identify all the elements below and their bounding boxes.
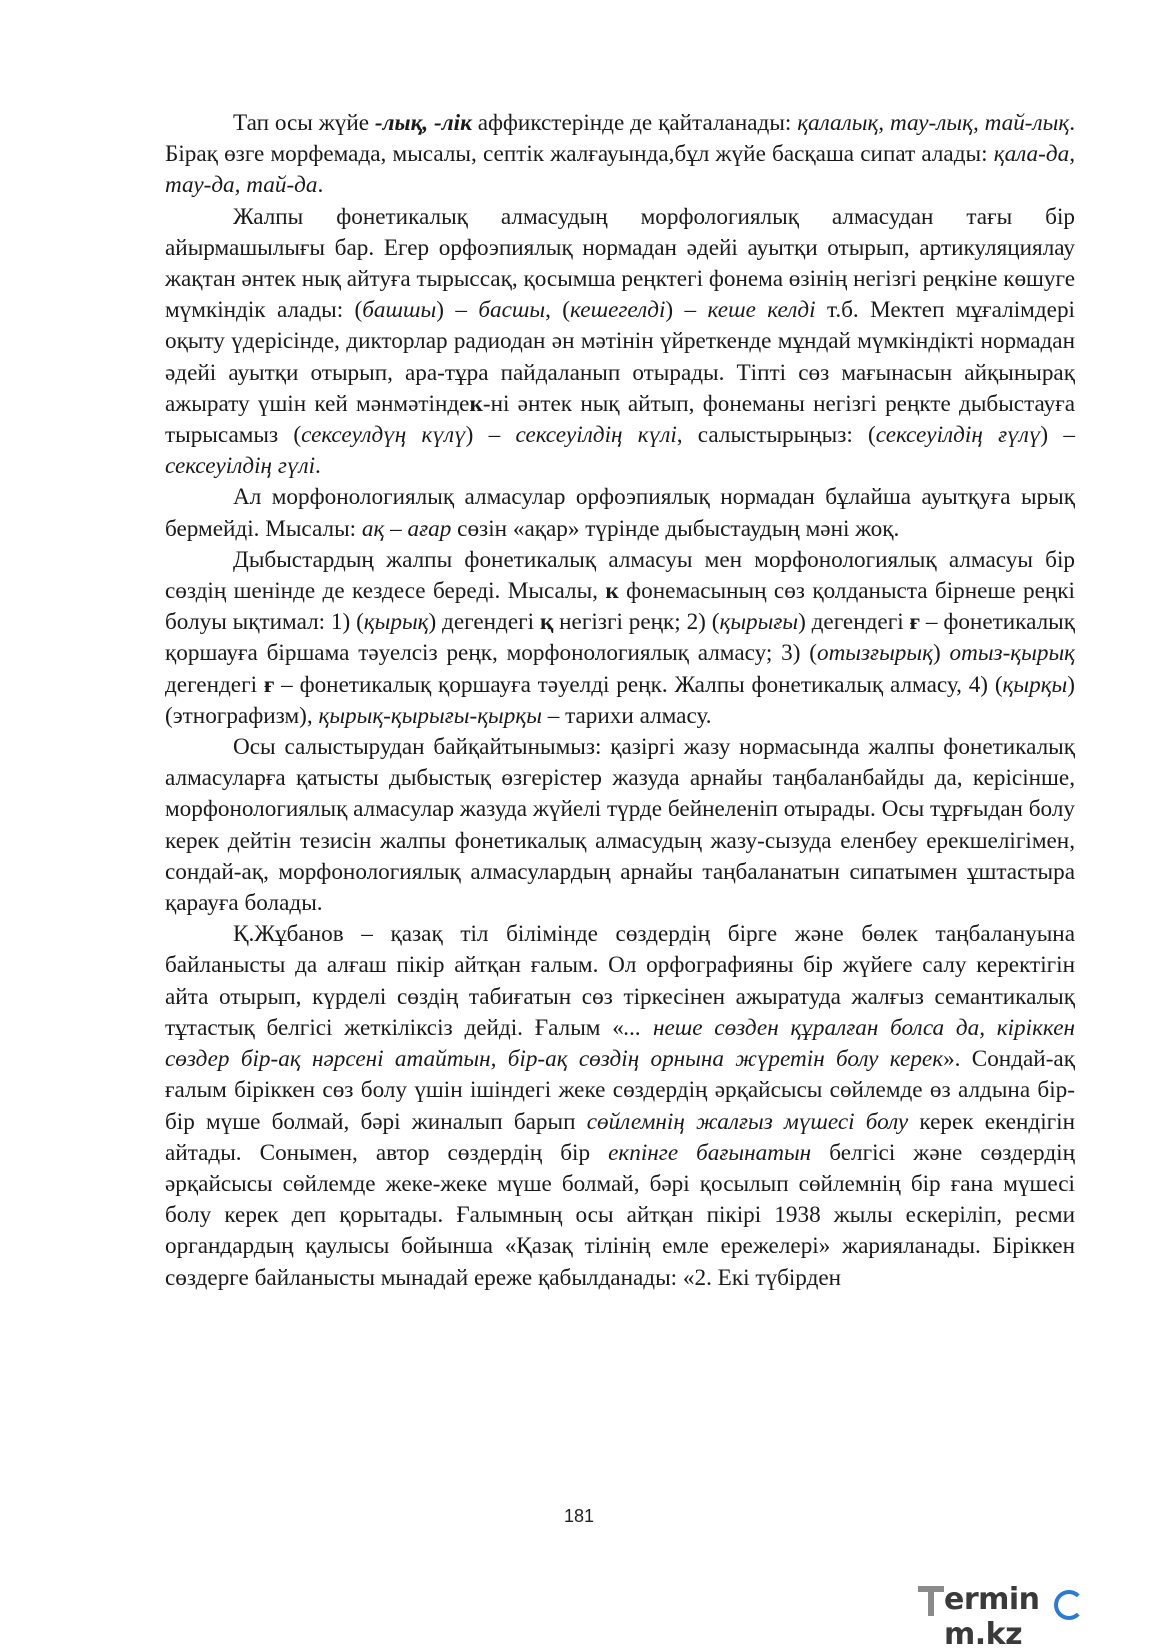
paragraph-3 <box>165 482 1075 544</box>
example: қырығы <box>719 609 799 636</box>
text-run: ) – <box>1040 422 1075 449</box>
example: кешегелді <box>570 297 666 324</box>
example: сексеуілдің ғүлү <box>875 422 1041 449</box>
text-run: ) – <box>665 297 708 324</box>
example: екпінге бағынатын <box>608 1139 812 1166</box>
emphasis: к <box>605 578 619 605</box>
emphasis: к <box>469 390 483 417</box>
example: отыз-қырық <box>949 640 1075 667</box>
text-run: негізгі реңк; 2) ( <box>553 609 720 636</box>
text-run: белгісі және сөздердің әрқайсысы сөйлемде жеке-жеке мүше болмай, бәрі қосылып сөйлемнің бір ғана мүшесі болу керек деп қорытады. Ғалымның осы айтқан пікірі 1938 жылы ескеріліп, ресми органдардың қаулысы бойынша «Қазақ тілінің емле ережелері» жарияланады. Біріккен сөздерге байланысты мынадай ереже қабылданады: «2. Екі түбірден <box>165 1139 1075 1291</box>
text-run: – фонетикалық қоршауға тәуелді реңк. Жалпы фонетикалық алмасу, 4) ( <box>274 671 1003 698</box>
text-run: Тап осы жүйе <box>233 110 375 136</box>
example: қырқы <box>1002 671 1068 698</box>
text-run: , ( <box>545 297 571 324</box>
emphasis: -лық, -лік <box>374 110 472 136</box>
example: қырық <box>363 609 429 636</box>
example: отызғырық <box>816 640 933 667</box>
text-run: Ал морфонологиялық алмасулар орфоэпиялық нормадан бұлайша ауытқуға ырық бермейді. Мысалы: <box>165 484 1075 542</box>
text-run: . <box>317 172 324 199</box>
page-number: 181 <box>563 1506 595 1526</box>
text-run: ) (этнографизм), <box>165 671 1075 729</box>
example: сексеуілдің гүлі <box>165 453 316 480</box>
text-run: сөзін «ақар» түрінде дыбыстаудың мәні жоқ. <box>451 515 900 542</box>
text-run: керек екендігін айтады. Сонымен, автор сөздердің бір <box>165 1108 1076 1166</box>
text-run: , салыстырыңыз: ( <box>676 422 876 449</box>
emphasis: ғ <box>909 609 921 636</box>
text-run: дегендегі <box>165 671 264 698</box>
text-run: -ні әнтек нық айтып, фонеманы негізгі реңкте дыбыстауға тырысамыз ( <box>165 390 1075 449</box>
text-run: ». Сондай-ақ ғалым біріккен сөз болу үшін ішіндегі жеке сөздердің әрқайсысы сөйлемде өз алдына бір-бір мүше болмай, бәрі жиналып барып <box>165 1046 1075 1135</box>
text-run: фонемасының сөз қолданыста бірнеше реңкі болуы ықтимал: 1) ( <box>165 578 1076 636</box>
example: сөйлемнің жалғыз мүшесі болу <box>586 1108 909 1135</box>
text-run: ) – <box>436 297 479 324</box>
emphasis: ғ <box>263 671 275 698</box>
paragraph-4 <box>165 545 1075 732</box>
termincom-logo <box>914 1578 1144 1652</box>
text-run: ) дегендегі <box>428 609 540 636</box>
text-run: Дыбыстардың жалпы фонетикалық алмасуы мен морфонологиялық алмасуы бір сөздің шенінде де кездесе береді. Мысалы, <box>165 546 1075 605</box>
example: қалалық, тау-лық, тай-лық <box>797 110 1070 136</box>
example: қала-да, тау-да, тай-да <box>165 141 1075 199</box>
paragraph-5 <box>165 732 1075 919</box>
text-run: ) – <box>465 422 516 449</box>
text-run: . <box>315 453 321 480</box>
text-run: Қ.Жұбанов – қазақ тіл білімінде сөздердің бірге және бөлек таңбалануына байланысты да алғаш пікір айтқан ғалым. Ол орфографияны бір жүйеге салу керектігін айта отырып, күрделі сөздің табиғатын сөз тіркесінен ажыратуда жалғыз семантикалық тұтастық белгісі жеткіліксіз дейді. Ғалым « <box>165 921 1075 1041</box>
text-run: ) <box>932 640 950 667</box>
logo-c-icon <box>1054 1590 1084 1620</box>
document-body <box>165 108 1075 1294</box>
text-run: Осы салыстырудан байқайтынымыз: қазіргі жазу нормасында жалпы фонетикалық алмасуларға қатысты дыбыстық өзгерістер жазуда арнайы таңбаланбайды да, керісінше, морфонологиялық алмасулар жазуда жүйелі түрде бейнеленіп отырады. Осы тұрғыдан болу керек дейтін тезисін жалпы фонетикалық алмасудың жазу-сызуда еленбеу ерекшелігімен, сондай-ақ, морфонологиялық алмасулардың арнайы таңбаланатын сипатымен ұштастыра қарауға болады. <box>165 734 1075 917</box>
logo-text <box>944 1582 1144 1652</box>
example: сексеулдүң күлү <box>301 422 466 449</box>
text-run: ) дегендегі <box>798 609 910 636</box>
logo-text-right: m.kz <box>944 1617 1023 1652</box>
paragraph-2 <box>165 202 1075 483</box>
example: ақ – ағар <box>361 515 452 542</box>
text-run: . Бірақ өзге морфемада, мысалы, септік жалғауында,бұл жүйе басқаша сипат алады: <box>165 110 1075 168</box>
paragraph-6 <box>165 919 1075 1293</box>
paragraph-1 <box>165 108 1075 202</box>
text-run: т.б. Мектеп мұғалімдері оқыту үдерісінде, дикторлар радиодан ән мәтінін үйреткенде мұндай мүмкіндікті нормадан әдейі ауытқи отырып, ара-тұра пайдаланып отырады. Тіпті сөз мағынасын айқынырақ ажырату үшін кей мәнмәтінде <box>165 297 1075 417</box>
text-run: аффикстерінде де қайталанады: <box>471 110 798 136</box>
example: сексеуілдің күлі <box>515 422 677 449</box>
quotation: ... неше сөзден құралған болса да, кіріккен сөздер бір-ақ нәрсені атайтын, бір-ақ сөздің орнына жүретін болу керек <box>165 1014 1075 1073</box>
example: кеше келді <box>707 297 816 324</box>
emphasis: қ <box>539 609 554 636</box>
logo-text-left: ermin <box>944 1582 1040 1617</box>
text-run: Жалпы фонетикалық алмасудың морфологиялық алмасудан тағы бір айырмашылығы бар. Егер орфоэпиялық нормадан әдейі ауытқи отырып, артикуляциялау жақтан әнтек нық айтуға тырыссақ, қосымша реңктегі фонема өзінің негізгі реңкіне көшуге мүмкіндік алады: ( <box>165 203 1075 324</box>
example: қырық-қырығы-қырқы <box>318 702 542 729</box>
example: басшы <box>478 297 546 324</box>
text-run: – тарихи алмасу. <box>541 702 712 729</box>
text-run: – фонетикалық қоршауға біршама тәуелсіз реңк, морфонологиялық алмасу; 3) ( <box>165 609 1076 667</box>
logo-t-stem <box>928 1586 934 1616</box>
example: башшы <box>362 297 437 324</box>
